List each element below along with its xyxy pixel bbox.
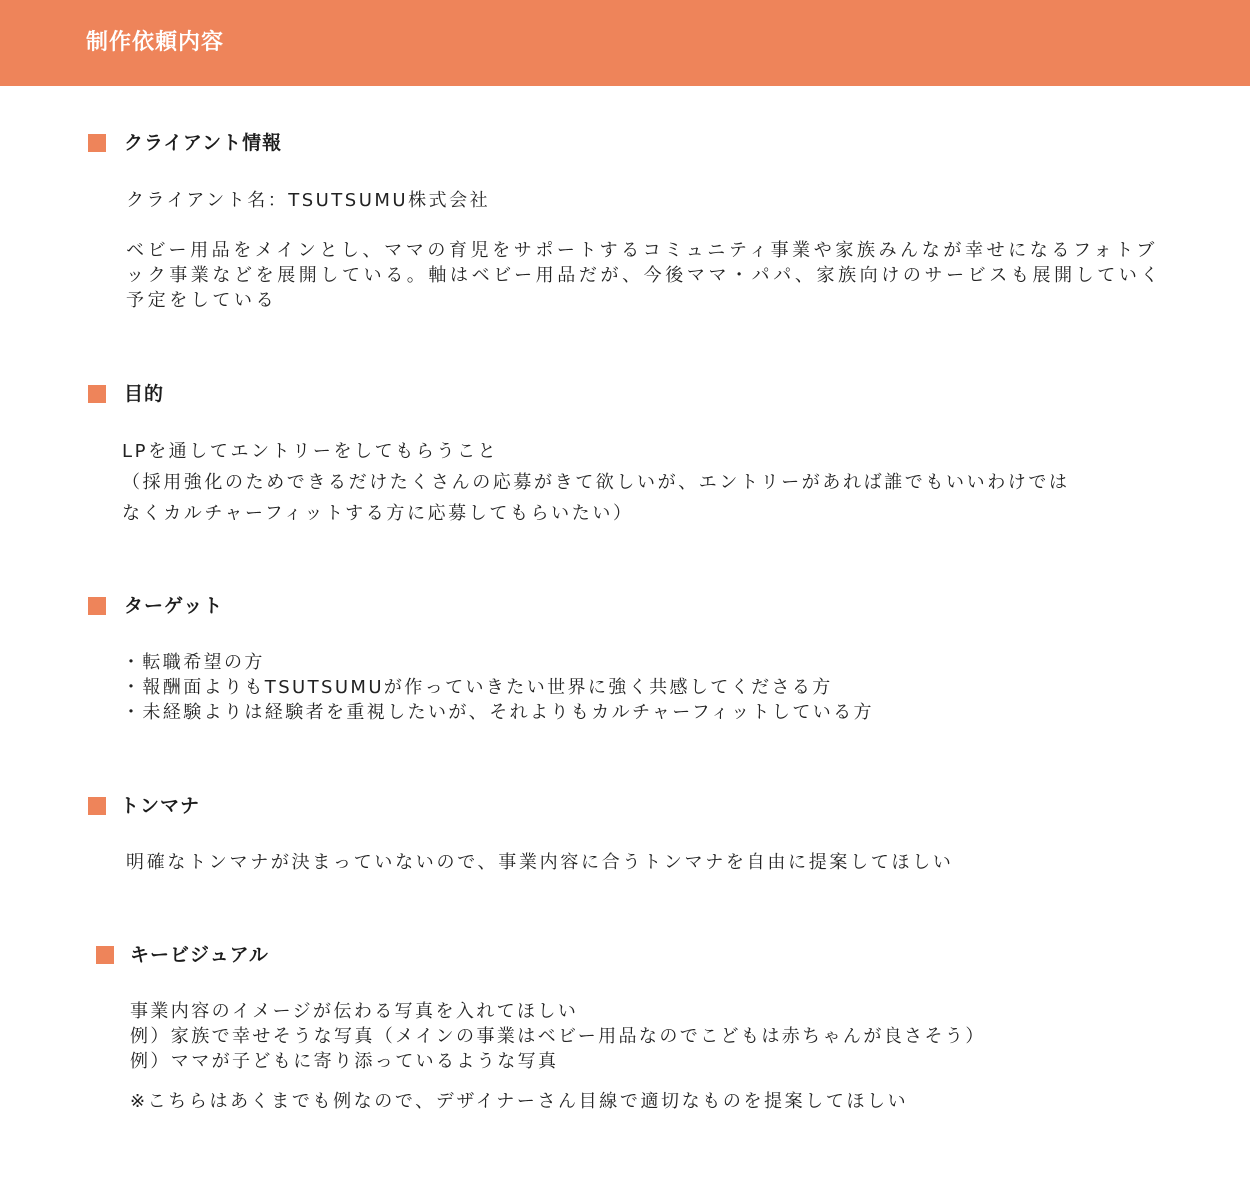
keyvisual-line: 例）ママが子どもに寄り添っているような写真 xyxy=(130,1051,559,1072)
keyvisual-text xyxy=(130,999,986,1074)
purpose-text xyxy=(122,436,1070,529)
section-title-keyvisual: キービジュアル xyxy=(130,944,269,966)
tone-text-line: 明確なトンマナが決まっていないので、事業内容に合うトンマナを自由に提案してほしい xyxy=(126,852,954,873)
keyvisual-note xyxy=(130,1089,908,1114)
square-bullet-icon xyxy=(88,134,106,152)
section-heading-client xyxy=(88,129,282,157)
keyvisual-note-text: ※こちらはあくまでも例なので、デザイナーさん目線で適切なものを提案してほしい xyxy=(130,1091,909,1112)
section-title-purpose: 目的 xyxy=(124,383,165,405)
list-item: ・報酬面よりもTSUTSUMUが作っていきたい世界に強く共感してくださる方 xyxy=(122,677,833,698)
section-heading-purpose xyxy=(88,380,164,408)
section-heading-target xyxy=(88,592,223,620)
client-name xyxy=(126,188,490,213)
header-bar xyxy=(0,0,1250,86)
client-name-text: クライアント名：TSUTSUMU株式会社 xyxy=(126,190,491,211)
purpose-line: なくカルチャーフィットする方に応募してもらいたい） xyxy=(122,503,634,524)
square-bullet-icon xyxy=(88,797,106,815)
section-title-target: ターゲット xyxy=(124,595,224,617)
keyvisual-line: 例）家族で幸せそうな写真（メインの事業はベビー用品なのでこどもは赤ちゃんが良さそう） xyxy=(130,1026,986,1047)
section-title-tone: トンマナ xyxy=(120,795,201,817)
section-heading-tone xyxy=(88,792,200,820)
square-bullet-icon xyxy=(88,597,106,615)
section-title-client: クライアント情報 xyxy=(124,132,283,154)
list-item: ・未経験よりは経験者を重視したいが、それよりもカルチャーフィットしている方 xyxy=(122,702,874,723)
square-bullet-icon xyxy=(88,385,106,403)
client-description: ベビー用品をメインとし、ママの育児をサポートするコミュニティ事業や家族みんなが幸せになるフォトブック事業などを展開している。軸はベビー用品だが、今後ママ・パパ、家族向けのサービスも展開していく予定をしている xyxy=(126,240,1163,311)
page-title: 制作依頼内容 xyxy=(86,30,225,55)
list-item: ・転職希望の方 xyxy=(122,652,265,673)
square-bullet-icon xyxy=(96,946,114,964)
keyvisual-line: 事業内容のイメージが伝わる写真を入れてほしい xyxy=(130,1001,579,1022)
purpose-line: LPを通してエントリーをしてもらうこと xyxy=(122,441,499,462)
target-list xyxy=(122,650,874,725)
purpose-line: （採用強化のためできるだけたくさんの応募がきて欲しいが、エントリーがあれば誰でもいいわけでは xyxy=(122,472,1070,493)
section-heading-keyvisual xyxy=(96,941,269,969)
tone-text xyxy=(126,850,954,875)
